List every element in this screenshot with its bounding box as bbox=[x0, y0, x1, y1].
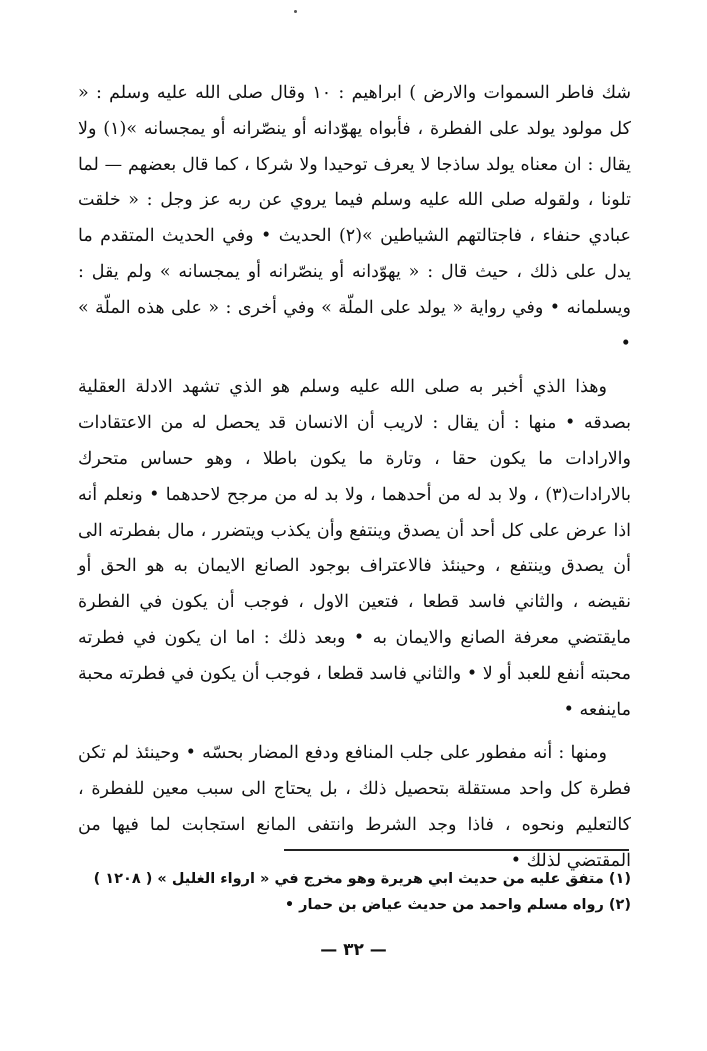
main-text bbox=[78, 76, 631, 880]
paragraph-3: ومنها : أنه مفطور على جلب المنافع ودفع المضار بحسّه • وحينئذ لم تكن فطرة كل واحد مستقلة بتحصيل ذلك ، بل يحتاج الى سبب معين للفطرة ، كالتعليم ونحوه ، فاذا وجد الشرط وانتفى المانع استجابت لما فيها من المقتضي لذلك • bbox=[78, 743, 631, 871]
page-number: — ٣٢ — bbox=[320, 940, 387, 960]
print-mark bbox=[294, 10, 297, 13]
footnote-2: (٢) رواه مسلم واحمد من حديث عياض بن حمار • bbox=[284, 897, 631, 913]
footnotes bbox=[78, 866, 631, 918]
paragraph-1: شك فاطر السموات والارض ) ابراهيم : ١٠ وقال صلى الله عليه وسلم : « كل مولود يولد على الفطرة ، فأبواه يهوّدانه أو ينصّرانه أو يمجسانه »(١) ولا يقال : ان معناه يولد ساذجا لا يعرف توحيدا ولا شركا ، كما قال بعضهم — لما تلونا ، ولقوله صلى الله عليه وسلم فيما يروي عن ربه عز وجل : « خلقت عبادي حنفاء ، فاجتالتهم الشياطين »(٢) الحديث • وفي الحديث المتقدم ما يدل على ذلك ، حيث قال : « يهوّدانه أو ينصّرانه أو يمجسانه » ولم يقل : ويسلمانه • وفي رواية « يولد على الملّة » وفي أخرى : « على هذه الملّة » • bbox=[78, 83, 631, 354]
footnote-1: (١) متفق عليه من حديث ابي هريرة وهو مخرج في « ارواء الغليل » ( ١٢٠٨ ) bbox=[93, 871, 631, 887]
footnote-separator bbox=[284, 849, 629, 851]
paragraph-2: وهذا الذي أخبر به صلى الله عليه وسلم هو الذي تشهد الادلة العقلية بصدقه • منها : أن يقال : لاريب أن الانسان قد يحصل له من الاعتقادات والارادات ما يكون حقا ، وتارة ما يكون باطلا ، وهو حساس متحرك بالارادات(٣) ، ولا بد له من أحدهما ، ولا بد له من مرجح لاحدهما • ونعلم أنه اذا عرض على كل أحد أن يصدق وينتفع وأن يكذب ويتضرر ، مال بفطرته الى أن يصدق وينتفع ، وحينئذ فالاعتراف بوجود الصانع الايمان به هو الحق أو نقيضه ، والثاني فاسد قطعا ، فتعين الاول ، فوجب أن يكون في الفطرة مايقتضي معرفة الصانع والايمان به • وبعد ذلك : اما ان يكون في فطرته محبته أنفع للعبد أو لا • والثاني فاسد قطعا ، فوجب أن يكون في فطرته محبة ماينفعه • bbox=[78, 377, 631, 720]
